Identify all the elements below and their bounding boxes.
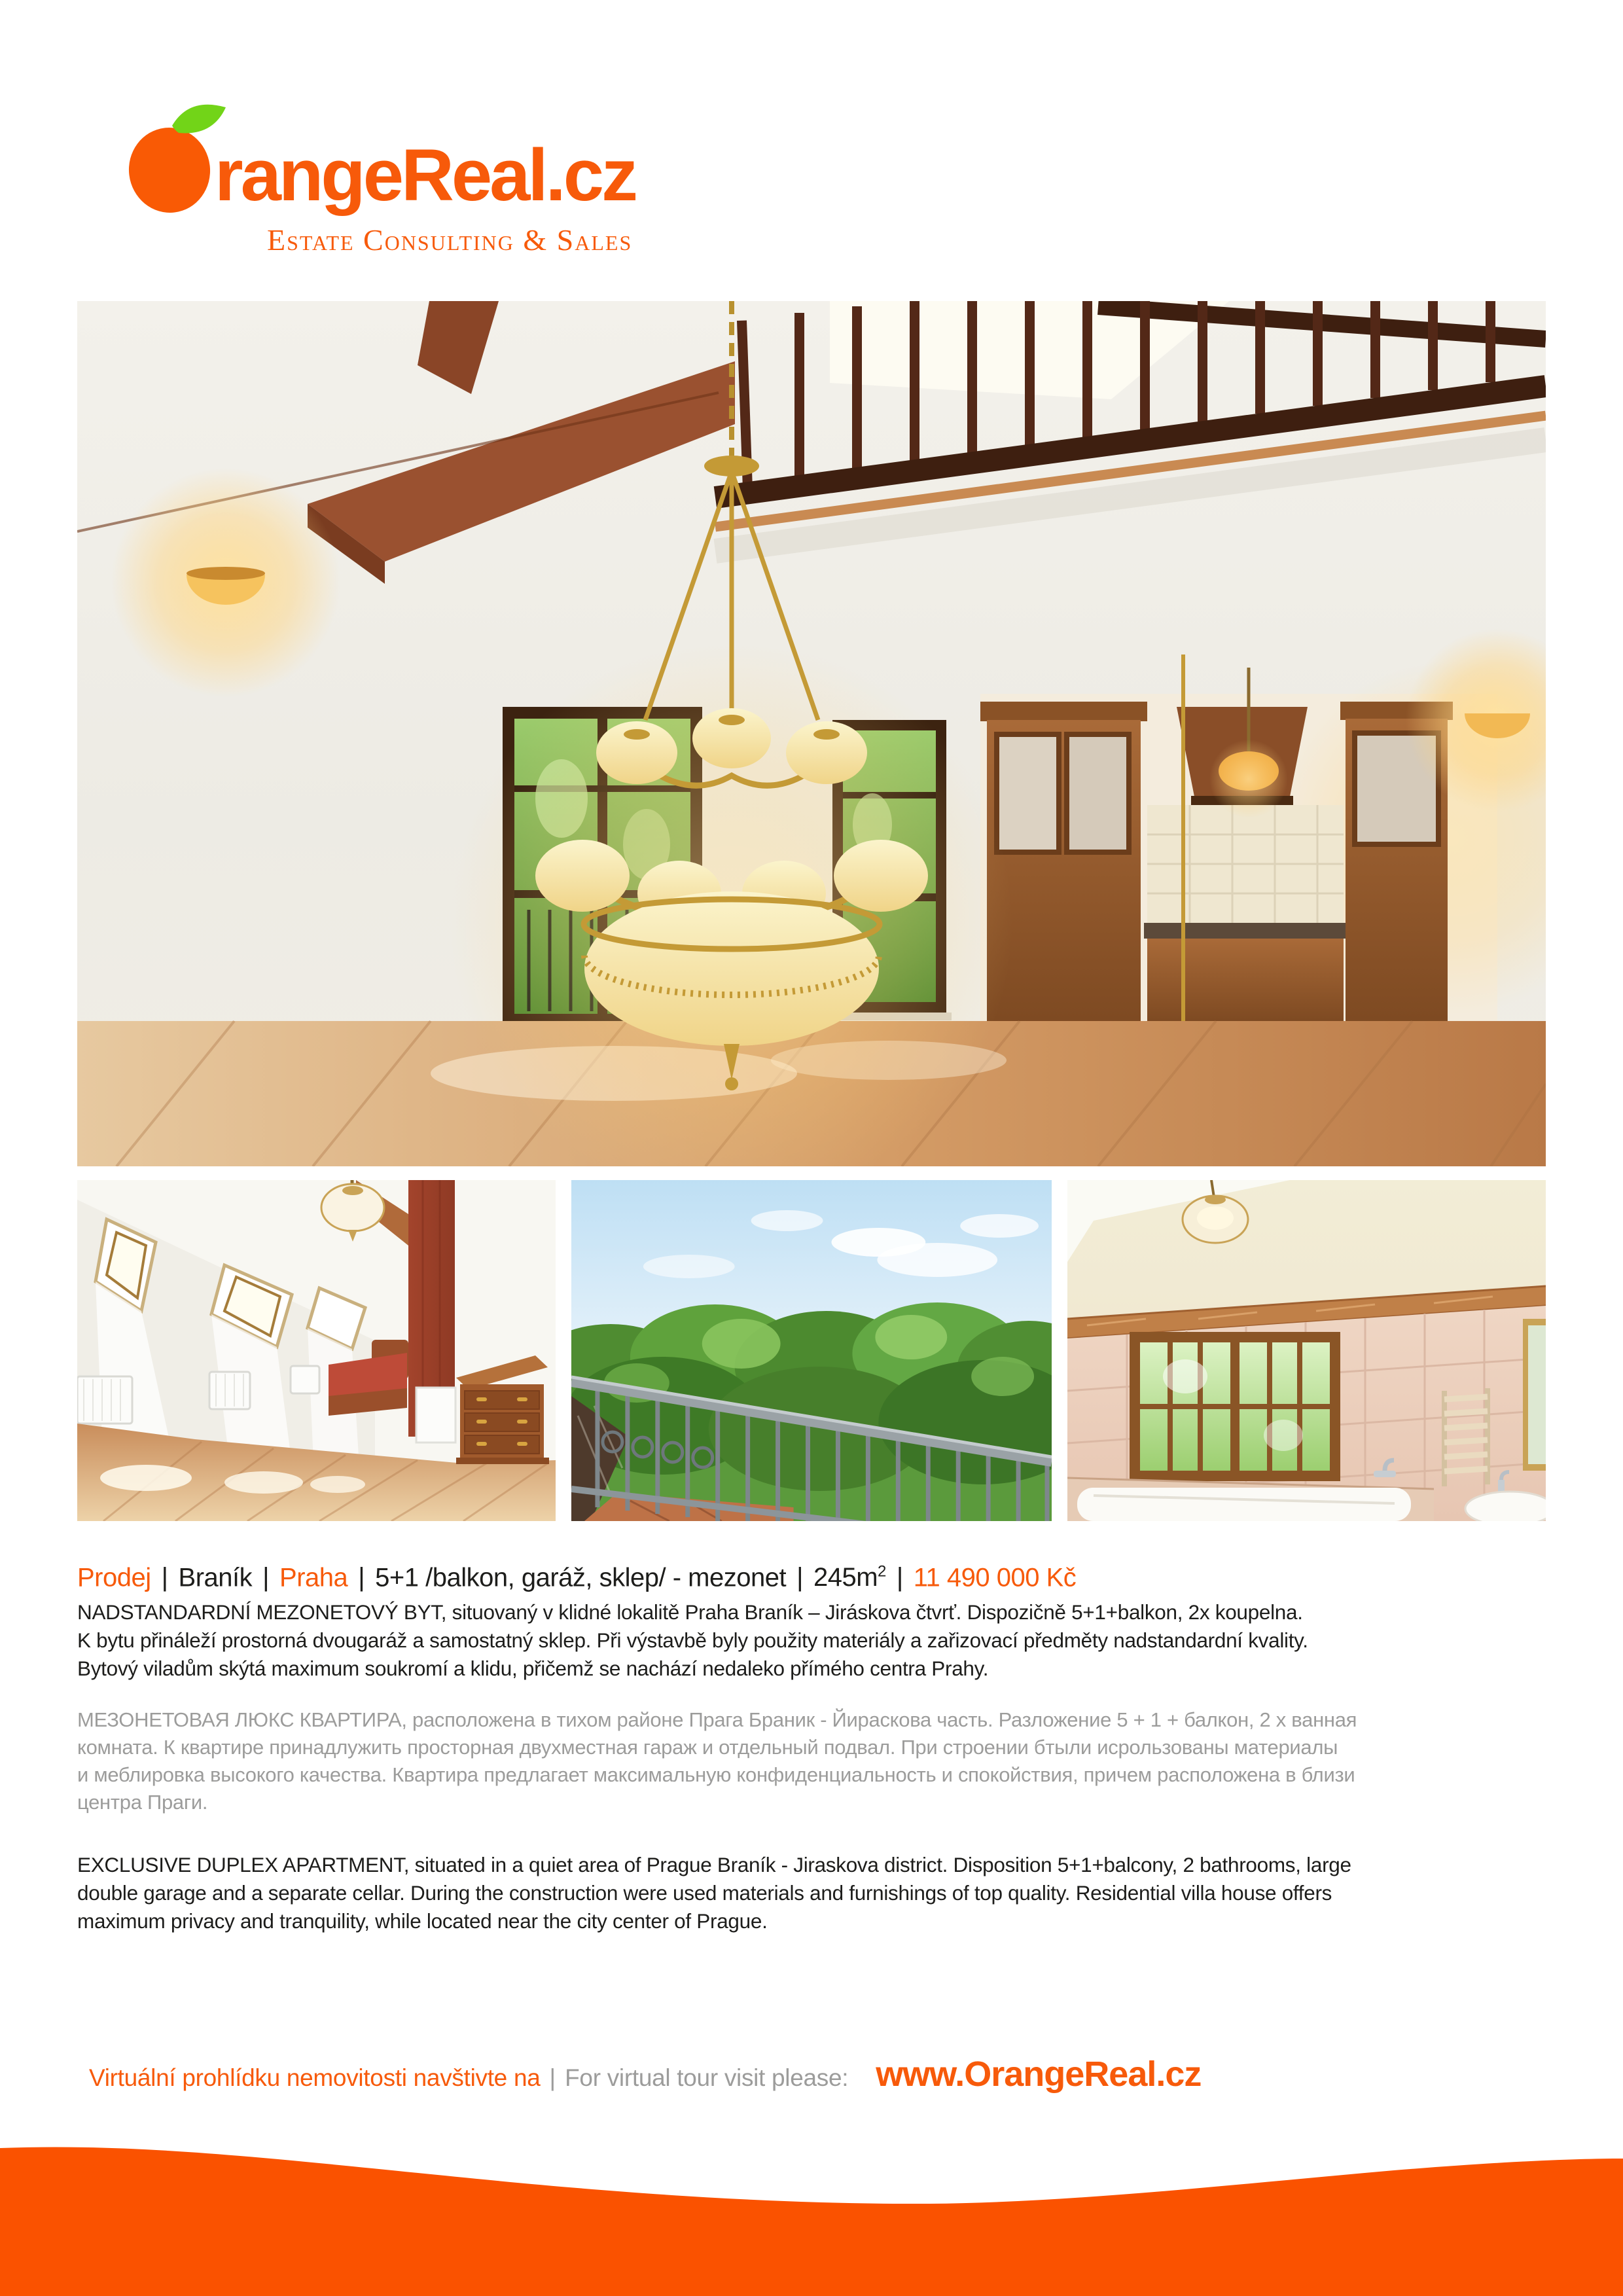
- small-photo-attic-room: [77, 1180, 556, 1521]
- cs-line: NADSTANDARDNÍ MEZONETOVÝ BYT, situovaný v klidné lokalitě Praha Braník – Jiráskova čtvrť. Dispozičně 5+1+balkon, 2x koupelna.: [77, 1600, 1303, 1624]
- white-cabinet: [416, 1388, 455, 1443]
- listing-price: 11 490 000 Kč: [913, 1563, 1077, 1592]
- bathroom-window: [1130, 1332, 1340, 1481]
- separator: |: [549, 2064, 556, 2091]
- wall-sconce-left-icon: [111, 468, 340, 697]
- listing-info-line: [77, 1563, 1076, 1592]
- footer-cta-czech: Virtuální prohlídku nemovitosti navštivte na: [89, 2064, 541, 2091]
- footer-wave-band: [0, 2114, 1623, 2296]
- ru-line: и меблировка высокого качества. Квартира предлагает максимальную конфиденциальность и спокойствия, причем расположена в близи: [77, 1763, 1355, 1786]
- separator: |: [896, 1563, 903, 1592]
- ru-line: МЕЗОНЕТОВАЯ ЛЮКС КВАРТИРА, расположена в тихом районе Прага Браник - Йираскова часть. Разложение 5 + 1 + балкон, 2 х ванная: [77, 1708, 1357, 1731]
- en-line: maximum privacy and tranquility, while located near the city center of Prague.: [77, 1909, 768, 1933]
- description-russian: [77, 1706, 1357, 1816]
- small-photo-balcony-view: [571, 1180, 1052, 1521]
- living-room-scene: [77, 301, 1546, 1166]
- listing-type: Prodej: [77, 1563, 151, 1592]
- listing-district: Braník: [178, 1563, 253, 1592]
- website-link[interactable]: www.OrangeReal.cz: [876, 2054, 1202, 2094]
- brand-logo-text: rangeReal.cz: [215, 134, 635, 216]
- listing-city: Praha: [279, 1563, 348, 1592]
- en-line: double garage and a separate cellar. During the construction were used materials and furnishings of top quality. Residential villa house offers: [77, 1881, 1332, 1905]
- footer-cta-english: For virtual tour visit please:: [565, 2064, 849, 2091]
- cs-line: Bytový viladům skýtá maximum soukromí a klidu, přičemž se nachází nedaleko přímého centra Prahy.: [77, 1657, 989, 1680]
- separator: |: [358, 1563, 365, 1592]
- ru-line: комната. К квартире принадлужить просторная двухместная гараж и отдельный подвал. При строении бтыли исрользованы материалы: [77, 1736, 1338, 1759]
- description-czech: [77, 1598, 1308, 1683]
- balcony-view-scene: [571, 1180, 1052, 1521]
- en-line: EXCLUSIVE DUPLEX APARTMENT, situated in a quiet area of Prague Braník - Jiraskova district. Disposition 5+1+balcony, 2 bathrooms, large: [77, 1853, 1351, 1876]
- description-english: [77, 1851, 1351, 1935]
- ru-line: центра Праги.: [77, 1791, 208, 1814]
- brand-tagline: Estate Consulting & Sales: [267, 223, 633, 257]
- mirror: [1523, 1319, 1546, 1471]
- separator: |: [161, 1563, 168, 1592]
- listing-disposition: 5+1 /balkon, garáž, sklep/ - mezonet: [375, 1563, 787, 1592]
- cs-line: K bytu přináleží prostorná dvougaráž a samostatný sklep. Při výstavbě byly použity materiály a zařizovací předměty nadstandardní kvality.: [77, 1628, 1308, 1652]
- footer-cta: [89, 2054, 1201, 2094]
- attic-room-scene: [77, 1180, 556, 1521]
- bathroom-scene: [1067, 1180, 1546, 1521]
- listing-area: $245m^2$: [813, 1563, 886, 1592]
- separator: |: [796, 1563, 803, 1592]
- main-photo-living-room: [77, 301, 1546, 1166]
- small-photo-bathroom: [1067, 1180, 1546, 1521]
- separator: |: [262, 1563, 270, 1592]
